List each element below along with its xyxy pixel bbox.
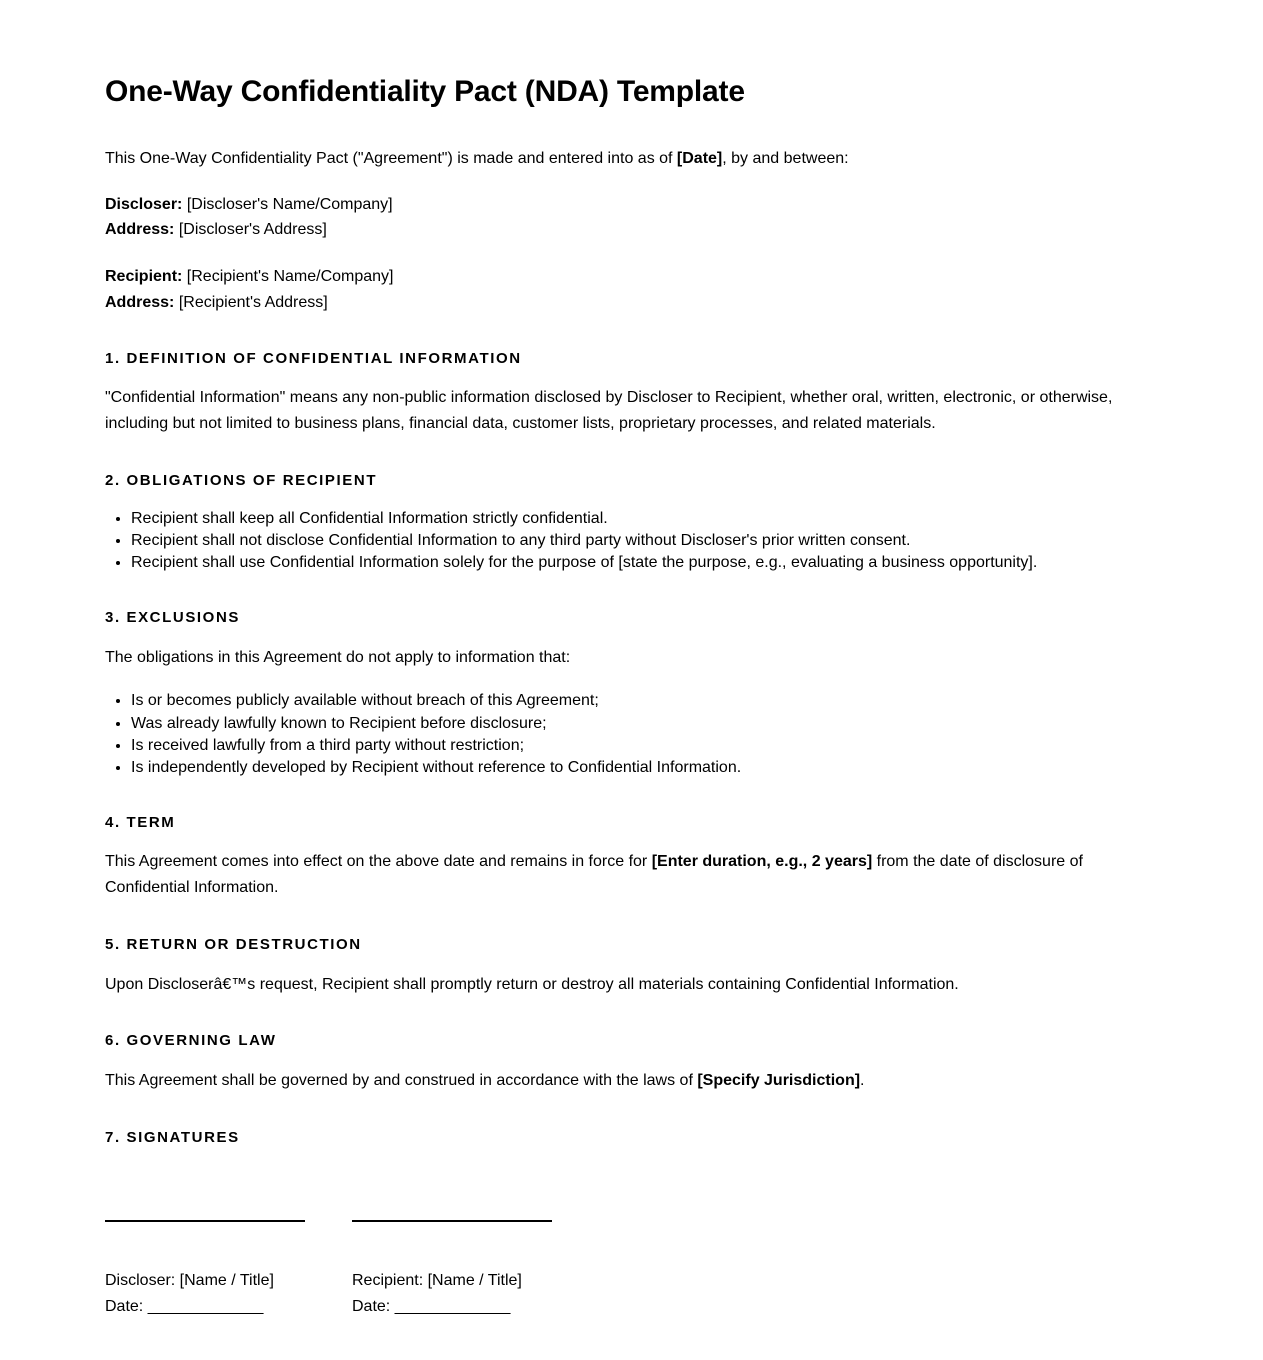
list-item: • Recipient shall keep all Confidential Information strictly confidential.	[131, 508, 1115, 530]
recipient-signature-name: Recipient: [Name / Title]	[352, 1272, 522, 1290]
discloser-address-value: [Discloser's Address]	[178, 221, 327, 239]
section-heading-signatures: 7. SIGNATURES	[105, 1128, 240, 1146]
recipient-signature-line[interactable]	[352, 1219, 552, 1222]
recipient-address-value: [Recipient's Address]	[178, 293, 328, 311]
discloser-name-label: Discloser:	[105, 195, 183, 213]
exclusions-list	[105, 690, 1115, 778]
date-placeholder: [Date]	[676, 150, 723, 167]
signature-rule-row	[105, 1219, 1115, 1222]
signature-area	[105, 1219, 1115, 1320]
intro-text-before: This One-Way Confidentiality Pact ("Agreement") is made and entered into as of	[105, 150, 677, 167]
recipient-signature-block	[352, 1268, 552, 1320]
obligations-list	[105, 508, 1115, 574]
recipient-signature-date: Date: _____________	[352, 1298, 511, 1316]
recipient-address-line	[105, 290, 1115, 315]
governing-law-body	[105, 1068, 1115, 1094]
list-item: • Recipient shall use Confidential Information solely for the purpose of [state the purpose, e.g., evaluating a business opportunity].	[131, 552, 1115, 574]
term-text-before: This Agreement comes into effect on the above date and remains in force for	[105, 853, 652, 871]
page-title: One-Way Confidentiality Pact (NDA) Template	[105, 75, 745, 108]
list-item: • Is independently developed by Recipient without reference to Confidential Information.	[131, 757, 1115, 779]
section-heading-obligations: 2. OBLIGATIONS OF RECIPIENT	[105, 472, 378, 490]
discloser-signature-block	[105, 1268, 305, 1320]
intro-paragraph	[105, 146, 1115, 172]
intro-text-after: , by and between:	[722, 150, 849, 167]
section-heading-exclusions: 3. EXCLUSIONS	[105, 609, 240, 627]
recipient-party-block	[105, 264, 1115, 315]
discloser-name-value: [Discloser's Name/Company]	[186, 195, 393, 213]
discloser-signature-line[interactable]	[105, 1219, 305, 1222]
recipient-name-label: Recipient:	[105, 268, 183, 286]
term-text-after: from the date of disclosure of Confidential Information.	[105, 853, 1083, 897]
governing-law-text-after: .	[860, 1071, 865, 1089]
section-heading-term: 4. TERM	[105, 813, 176, 831]
duration-placeholder: [Enter duration, e.g., 2 years]	[651, 853, 873, 871]
discloser-address-line	[105, 217, 1115, 242]
discloser-address-label: Address:	[105, 221, 175, 239]
section-heading-return: 5. RETURN OR DESTRUCTION	[105, 936, 362, 954]
recipient-name-value: [Recipient's Name/Company]	[186, 268, 394, 286]
signature-label-row	[105, 1268, 1115, 1320]
list-item: • Was already lawfully known to Recipient before disclosure;	[131, 713, 1115, 735]
jurisdiction-placeholder: [Specify Jurisdiction]	[697, 1071, 861, 1089]
recipient-name-line	[105, 264, 1115, 289]
list-item: • Is received lawfully from a third party without restriction;	[131, 735, 1115, 757]
discloser-name-line	[105, 192, 1115, 217]
definition-body: "Confidential Information" means any non-public information disclosed by Discloser to Recipient, whether oral, written, electronic, or otherwise, including but not limited to business plans, financial data, customer lists, proprietary processes, and related materials.	[105, 389, 1113, 433]
discloser-signature-date: Date: _____________	[105, 1298, 264, 1316]
return-body: Upon Discloserâ€™s request, Recipient shall promptly return or destroy all materials containing Confidential Information.	[105, 975, 959, 993]
section-heading-definition: 1. DEFINITION OF CONFIDENTIAL INFORMATION	[105, 349, 522, 367]
exclusions-intro: The obligations in this Agreement do not apply to information that:	[105, 648, 571, 666]
list-item: • Is or becomes publicly available without breach of this Agreement;	[131, 690, 1115, 712]
discloser-party-block	[105, 192, 1115, 243]
section-heading-governing-law: 6. GOVERNING LAW	[105, 1032, 277, 1050]
governing-law-text-before: This Agreement shall be governed by and construed in accordance with the laws of	[105, 1071, 698, 1089]
list-item: • Recipient shall not disclose Confidential Information to any third party without Discloser's prior written consent.	[131, 530, 1115, 552]
term-body	[105, 849, 1115, 901]
discloser-signature-name: Discloser: [Name / Title]	[105, 1272, 274, 1290]
recipient-address-label: Address:	[105, 293, 175, 311]
